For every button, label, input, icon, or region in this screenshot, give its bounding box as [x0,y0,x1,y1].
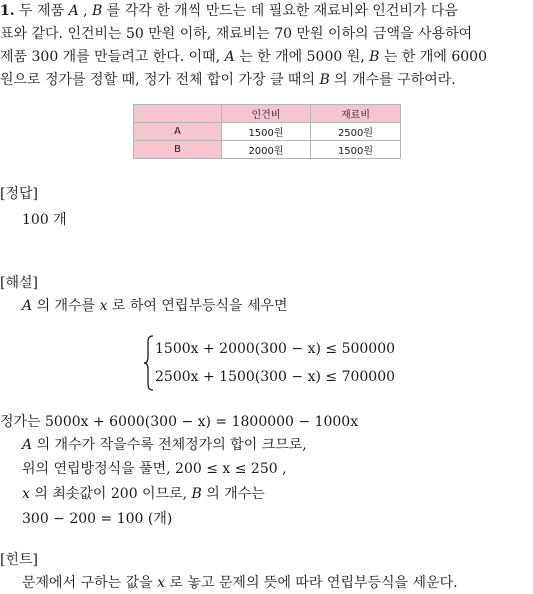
problem-number: 1. [0,3,15,19]
table-corner-cell [134,105,222,123]
problem-line-1: 1. 두 제품 A , B 를 각각 한 개씩 만드는 데 필요한 재료비와 인건비가 다음 [0,3,458,19]
solution-line-3: x 의 최솟값이 200 이므로, B 의 개수는 [22,486,265,502]
inequality-2: 2500x + 1500(300 − x) ≤ 700000 [155,369,396,385]
inequality-system [143,334,396,392]
table-cell: 1500원 [222,123,311,141]
table-header-material: 재료비 [311,105,401,123]
table-cell: 2500원 [311,123,401,141]
table-header-labor: 인건비 [222,105,311,123]
hint-label: [힌트] [0,552,38,568]
solution-line-1: A 의 개수가 작을수록 전체정가의 합이 크므로, [22,437,307,453]
price-expression: 정가는 5000x + 6000(300 − x) = 1800000 − 1000x [0,414,359,430]
table-row [134,123,401,141]
problem-line-2: 표와 같다. 인건비는 50 만원 이하, 재료비는 70 만원 이하의 금액을 사용하여 [0,26,473,42]
hint-text: 문제에서 구하는 값을 x 로 놓고 문제의 뜻에 따라 연립부등식을 세운다. [22,575,458,591]
left-brace-icon [143,334,155,392]
solution-line-4: 300 − 200 = 100 (개) [22,511,173,527]
table-cell: 1500원 [311,141,401,159]
solution-label: [해설] [0,275,38,291]
table-row-label: A [134,123,222,141]
problem-line-4: 원으로 정가를 정할 때, 정가 전체 합이 가장 클 때의 B 의 개수를 구하여라. [0,72,456,88]
answer-label: [정답] [0,186,38,202]
cost-table [133,104,401,159]
solution-intro: A 의 개수를 x 로 하여 연립부등식을 세우면 [22,298,288,314]
table-row-label: B [134,141,222,159]
answer-value: 100 개 [22,212,67,228]
inequality-1: 1500x + 2000(300 − x) ≤ 500000 [155,341,396,357]
table-row [134,141,401,159]
problem-line-3: 제품 300 개를 만들려고 한다. 이때, A 는 한 개에 5000 원, B 는 한 개에 6000 [0,49,487,65]
table-header-row [134,105,401,123]
solution-line-2: 위의 연립방정식을 풀면, 200 ≤ x ≤ 250 , [22,461,287,477]
table-cell: 2000원 [222,141,311,159]
